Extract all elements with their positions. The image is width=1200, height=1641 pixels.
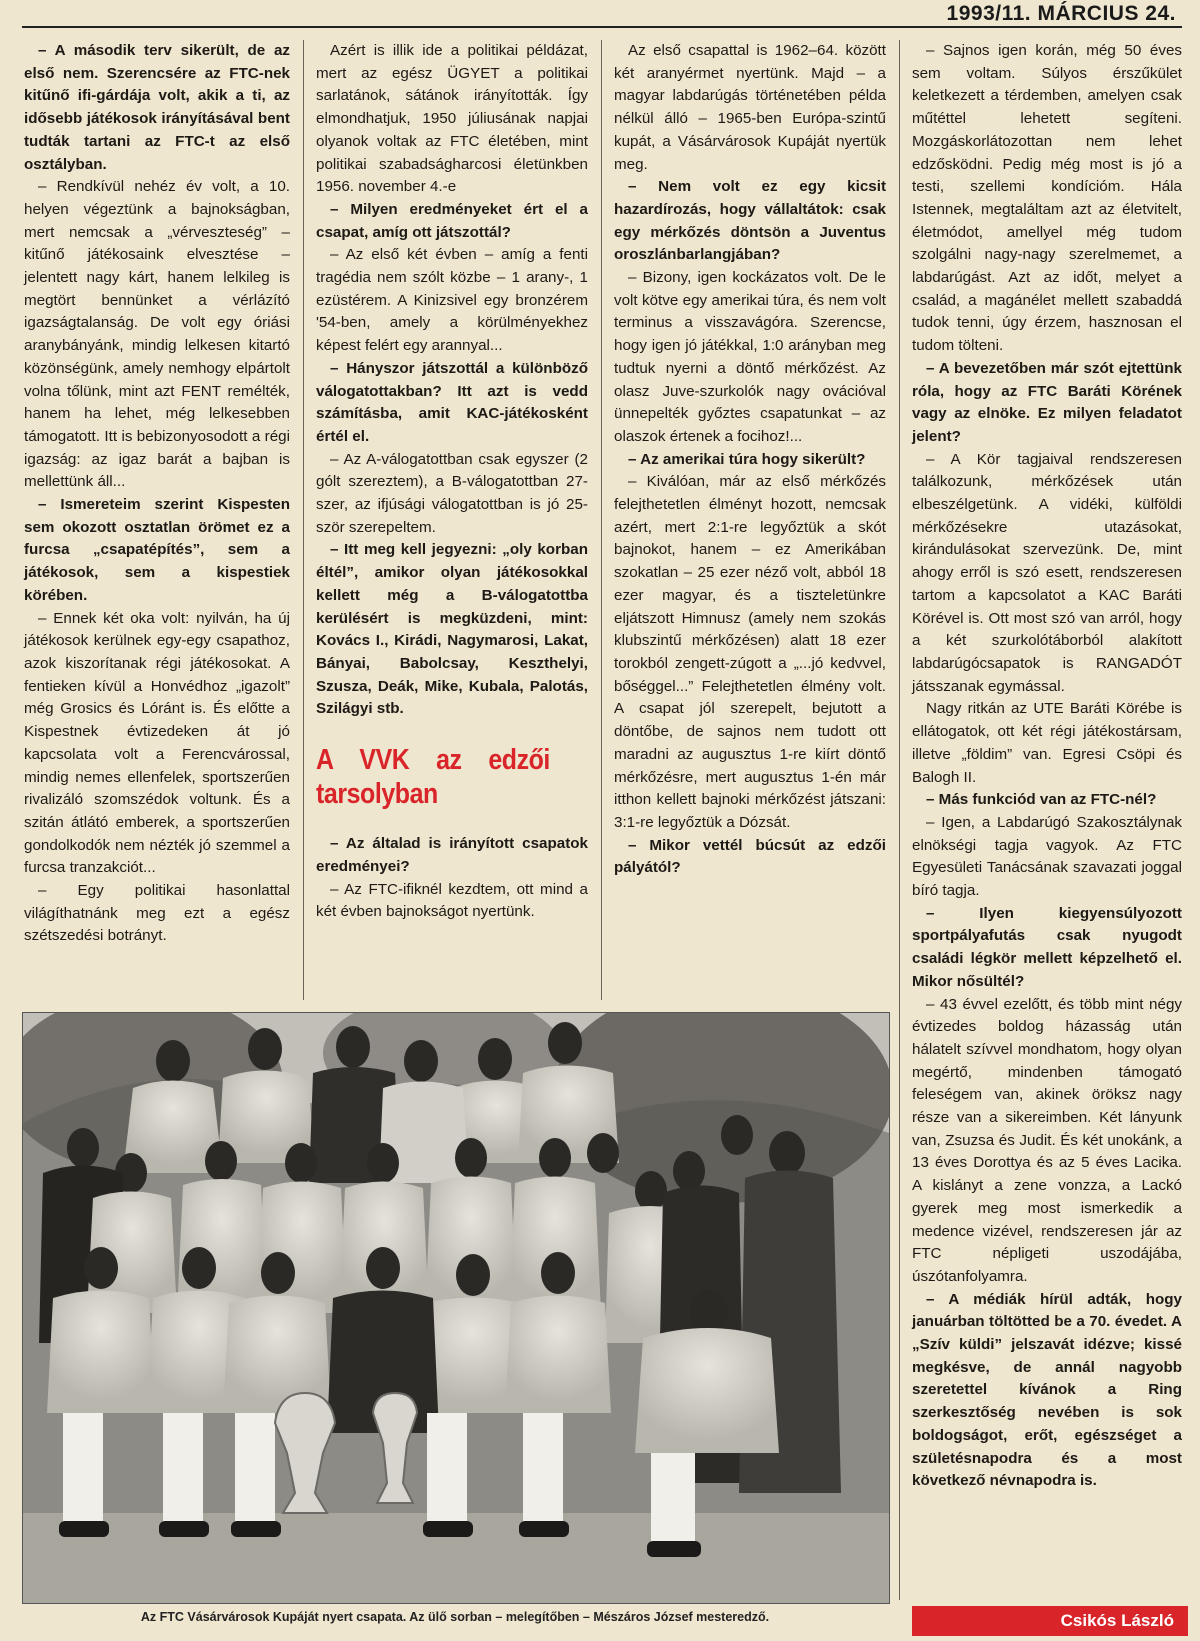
interview-question: – Ismereteim szerint Kispesten sem okozott osztatlan örömet ez a furcsa „csapatépítés”, sem a játékosok, sem a kispestiek körében. [24,496,290,604]
interview-answer: – 43 évvel ezelőtt, és több mint négy évtizedes boldog házasság után hálatelt szívvel mondhatom, hogy olyan megértő, mindenben támogató feleségem van, akinek öröksz nagy része van a sikereimben. Két lányunk van, Zsuzsa és Judit. És két unokánk, a 13 éves Dorottya és az 5 éves Lacika. A kislányt a zene vonzza, a Lackó gyerek meg most ismerkedik a medence vizével, rendszeresen jár az FTC népligeti uszodájába, úszótanfolyamra. [912,995,1182,1285]
interview-answer: – Kiválóan, már az első mérkőzés felejthetetlen élményt hozott, nemcsak azért, mert 2:1-re legyőztük a skót bajnokot, hanem – ez Amerikában szokatlan – 25 ezer néző volt, abból 18 ezer magyar, és a tiszteletünkre eljátszott Himnusz (amely nem szokás klubszintű mérkőzésen) alatt 18 ezer torokból zengett-zúgott a „...jó kedvvel, bőséggel...” Felejthetetlen élmény volt. A csapat jól szerepelt, bejutott a döntőbe, de sajnos nem tudott ott maradni az augusztus 1-re kiírt döntő mérkőzésre, mert augusztus 1-én már itthon kellett bajnoki mérkőzést játszani: 3:1-re legyőztük a Dózsát. [614,473,886,831]
interview-question: – A második terv sikerült, de az első nem. Szerencsére az FTC-nek kitűnő ifi-gárdája volt, akik a ti, az idősebb játékosok irányításával bent tudták tartani az FTC-t az első osztályban. [24,42,290,173]
interview-answer: Az első csapattal is 1962–64. között két aranyérmet nyertünk. Majd – a magyar labdarúgás történetében példa nélkül álló – 1965-ben Európa-szintű kupát, a Vásárvárosok Kupáját nyertük meg. [614,42,886,173]
interview-answer: – Az első két évben – amíg a fenti tragédia nem szólt közbe – 1 arany-, 1 ezüstérem. A Kinizsivel egy bronzérem '54-ben, amely a körülményekhez képest felért egy arannyal... [316,246,588,355]
issue-date: 1993/11. MÁRCIUS 24. [946,2,1176,25]
interview-question: – Nem volt ez egy kicsit hazardírozás, hogy vállaltátok: csak egy mérkőzés döntsön a Juventus oroszlánbarlangjában? [614,178,886,264]
article-column-3 [614,40,886,880]
article-column-2 [316,40,588,924]
interview-question: – Mikor vettél búcsút az edzői pályától? [614,836,886,877]
interview-answer: – Rendkívül nehéz év volt, a 10. helyen végeztünk a bajnokságban, mert nemcsak a „vérveszteség” – kitűnő játékosaink elvesztése – jelentett nagy kárt, hanem lelkileg is megtört bennünket a vérlázító igazságtalanság. De volt egy óriási aranybányánk, mindig lelkesen kitartó közönségünk, amely nemhogy elpártolt volna tőlünk, mint azt FENT remélték, hanem ha lehet, még lelkesebben támogatott. Itt is bebizonyosodott a régi igazság: az igaz barát a bajban is mellettünk áll... [24,178,290,491]
interview-answer: – Ennek két oka volt: nyilván, ha új játékosok kerülnek egy-egy csapathoz, azok kiszorítanak régi játékosokat. A fentieken kívül a Honvédhoz „igazolt” még Grosics és Lóránt is. És előtte a Kispestnek évtizedeken át jó kapcsolata volt a Ferencvárossal, mindig nemes ellenfelek, sportszerűen rivalizáló szomszédok voltunk. És a szitán átlátó emberek, a sportszerűen gondolkodók nem nézték jó szemmel a furcsa tranzakciót... [24,609,290,877]
interview-answer: Azért is illik ide a politikai példázat, mert az egész ÜGYET a politikai sarlatánok, sátánok irányították. Így elmondhatjuk, 1950 júliusának napjai olyanok voltak az FTC életében, mint politikai szabadságharcosi életünkben 1956. november 4.-e [316,42,588,196]
interview-answer: – Az FTC-ifiknél kezdtem, ott mind a két évben bajnokságot nyertünk. [316,880,588,921]
interview-question: – A médiák hírül adták, hogy januárban töltötted be a 70. évedet. A „Szív küldi” jelszavát idézve; kissé megkésve, de annál nagyobb szeretettel kívánok a Ring szerkesztőség nevében is sok boldogságot, erőt, egészséget a születésnapodra és a most következő névnapodra is. [912,1290,1182,1490]
column-divider [303,40,304,1000]
interview-question: – Az amerikai túra hogy sikerült? [628,450,866,468]
interview-answer: – A Kör tagjaival rendszeresen találkozunk, mérkőzések után elbeszélgetünk. A vidéki, külföldi mérkőzésekre utazásokat, kirándulásokat szervezünk. De, mint ahogy erről is szó esett, rendszeresen tartom a kapcsolatot a KAC Baráti Körével is. Ott most szó van arról, hogy a két szurkolótáborból alakított labdarúgócsapatok is RANGADÓT játsszanak egymással. [912,450,1182,695]
column-divider [899,40,900,1600]
author-byline: Csikós László [912,1606,1188,1636]
interview-question: – Ilyen kiegyensúlyozott sportpályafutás csak nyugodt családi légkör mellett képzelhető el. Mikor nősültél? [912,904,1182,990]
header-rule [22,26,1182,28]
interview-question: – A bevezetőben már szót ejtettünk róla, hogy az FTC Baráti Körének vagy az elnöke. Ez milyen feladatot jelent? [912,359,1182,445]
interview-question: – Hányszor játszottál a különböző válogatottakban? Itt azt is vedd számításba, amit KAC-játékosként értél el. [316,359,588,445]
section-subheading: A VVK az edzői tarsolyban [316,744,550,811]
team-photo [22,1012,890,1604]
interview-answer: – Bizony, igen kockázatos volt. De le volt kötve egy amerikai túra, és nem volt terminus a visszavágóra. Szerencse, hogy igen jó játékkal, 1:0 arányban meg tudtuk nyerni a döntő mérkőzést. Az olasz Juve-szurkolók nagy ovációval ünnepelték győztes csapatunkat – az olaszok értenek a focihoz!... [614,269,886,445]
article-column-4 [912,40,1182,1493]
interview-answer: – Igen, a Labdarúgó Szakosztálynak elnökségi tagja vagyok. Az FTC Egyesületi Tanácsának szavazati joggal bíró tagja. [912,813,1182,900]
interview-question: – Az általad is irányított csapatok eredményei? [316,835,588,875]
interview-answer: – Az A-válogatottban csak egyszer (2 gólt szereztem), a B-válogatottban 27-szer, az ifjúsági válogatottban is jó 25-ször szerepeltem. [316,450,588,536]
interview-answer: – Sajnos igen korán, még 50 éves sem voltam. Súlyos érszűkület keletkezett a térdemben, amelyen csak műtéttel lehetett segíteni. Mozgáskorlátozottan nem lehet edzősködni. Pedig még most is jó a testi, szellemi kondícióm. Hála Istennek, megtaláltam azt az életvitelt, életmódot, amellyel még tudom szolgálni nagy-nagy szerelmemet, a labdarúgást. Azt az időt, melyet a család, a magánélet mellett szabaddá tudok tenni, úgy érzem, hasznosan el tudom tölteni. [912,42,1182,355]
photo-caption: Az FTC Vásárvárosok Kupáját nyert csapata. Az ülő sorban – melegítőben – Mészáros József mesteredző. [140,1610,770,1624]
interview-question: – Milyen eredményeket ért el a csapat, amíg ott játszottál? [316,200,588,241]
interview-question: – Itt meg kell jegyezni: „oly korban éltél”, amikor olyan játékosokkal kellett még a B-válogatottba kerülésért is megküzdeni, mint: Kovács I., Kirádi, Nagymarosi, Lakat, Bányai, Babolcsay, Keszthelyi, Szusza, Deák, Mike, Kubala, Palotás, Szilágyi stb. [316,541,588,718]
article-column-1 [24,40,290,948]
interview-answer: – Egy politikai hasonlattal világíthatnánk meg ezt a egész szétszedési botrányt. [24,882,290,945]
interview-question: – Más funkciód van az FTC-nél? [926,791,1157,809]
column-divider [601,40,602,1000]
team-photo-illustration [23,1013,889,1603]
interview-answer: Nagy ritkán az UTE Baráti Körébe is ellátogatok, ott két régi játékostársam, illetve „földim” van. Egresi Csöpi és Balogh II. [912,700,1182,786]
